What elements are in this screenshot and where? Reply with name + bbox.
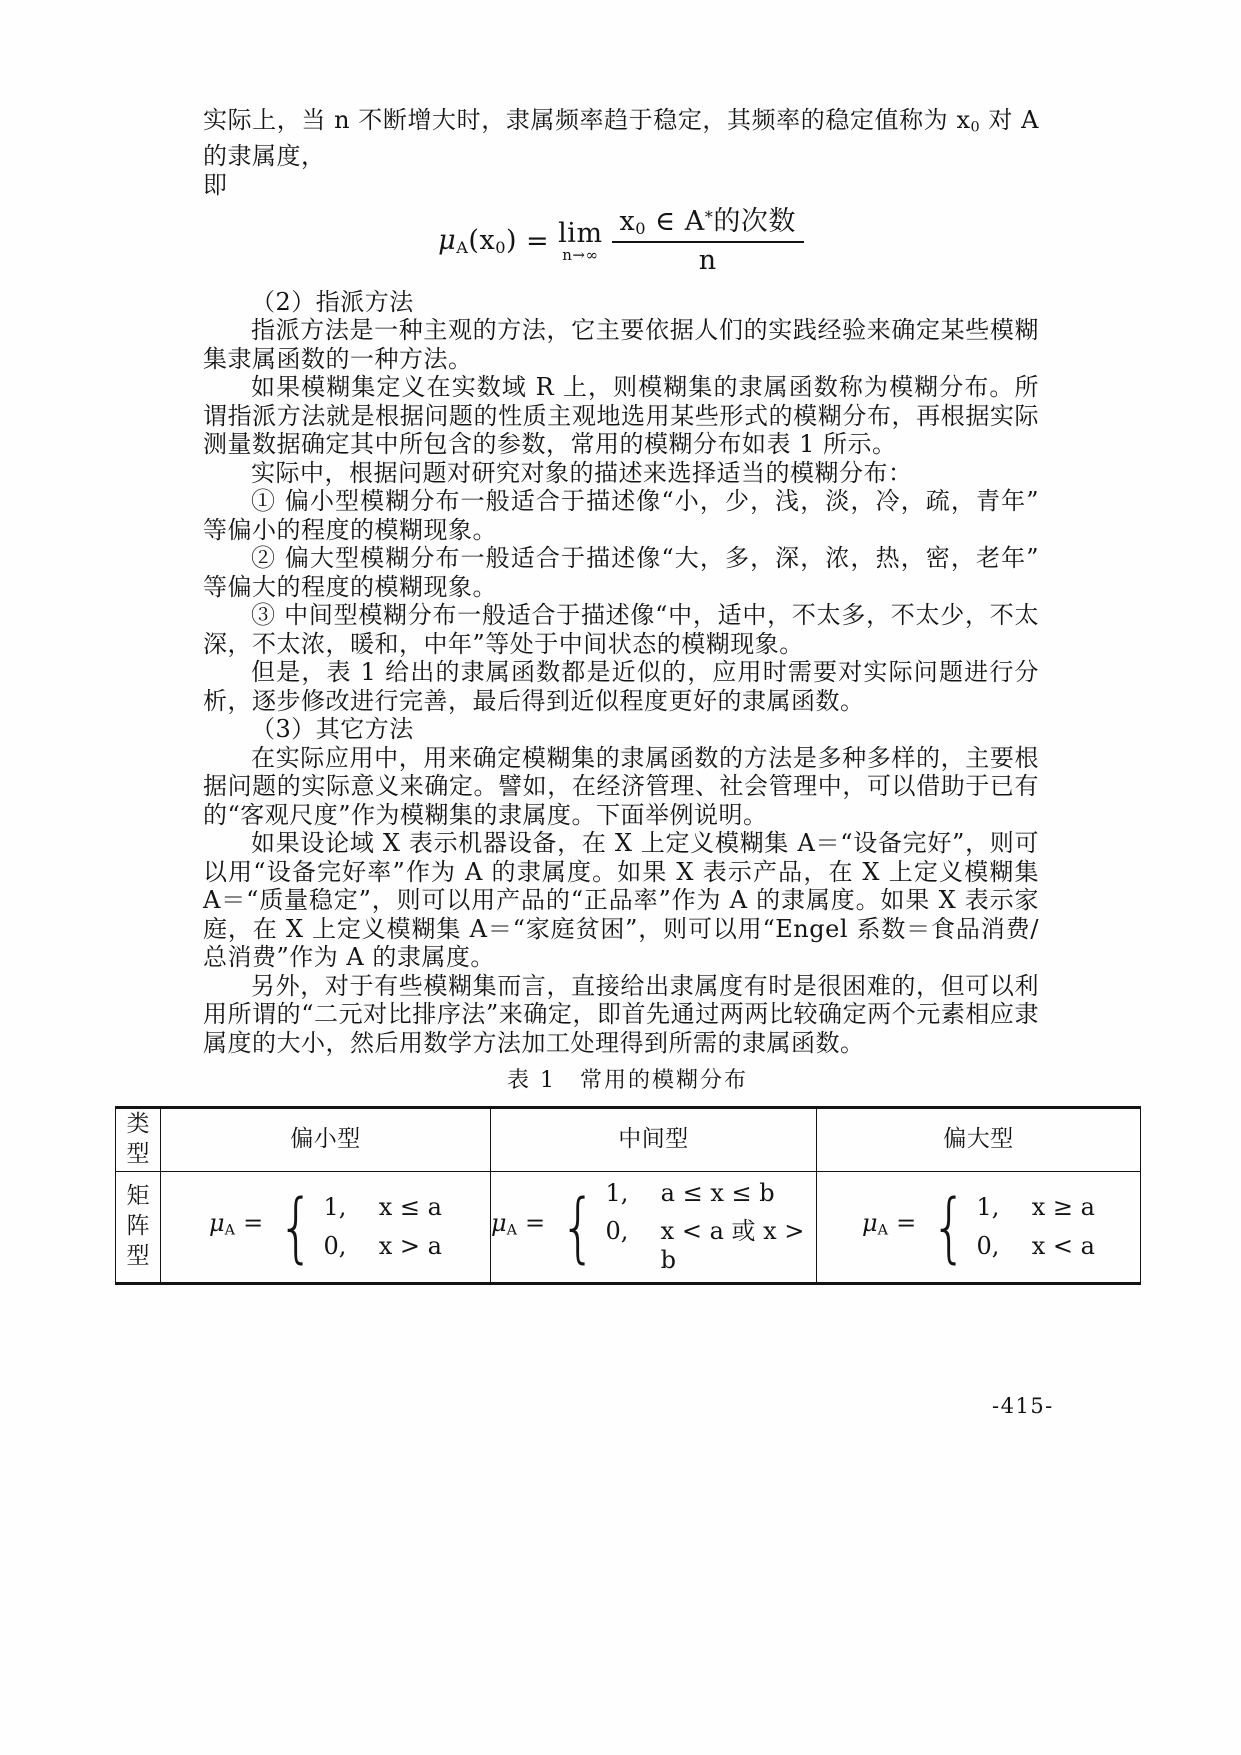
table-title: 表 1 常用的模糊分布 (507, 1068, 748, 1094)
paragraph-item-middle-type: ③ 中间型模糊分布一般适合于描述像“中，适中，不太多，不太少，不太深，不太浓，暖和，中年”等处于中间状态的模糊现象。 (203, 601, 1039, 658)
header-cell-small-type: 偏小型 (161, 1107, 491, 1171)
cell-large-type-formula (817, 1171, 1141, 1283)
table-area (115, 1067, 1140, 1285)
page-number: -415- (992, 1394, 1054, 1418)
paragraph-fuzzy-distribution: 如果模糊集定义在实数域 R 上，则模糊集的隶属函数称为模糊分布。所谓指派方法就是根据问题的性质主观地选用某些形式的模糊分布，再根据实际测量数据确定其中所包含的参数，常用的模糊分布如表 1 所示。 (203, 373, 1039, 459)
paragraph-approximation-note: 但是，表 1 给出的隶属函数都是近似的，应用时需要对实际问题进行分析，逐步修改进行完善，最后得到近似程度更好的隶属函数。 (203, 658, 1039, 715)
paragraph-examples: 如果设论域 X 表示机器设备，在 X 上定义模糊集 A＝“设备完好”，则可以用“设备完好率”作为 A 的隶属度。如果 X 表示产品，在 X 上定义模糊集 A＝“质量稳定”，则可以用产品的“正品率”作为 A 的隶属度。如果 X 表示家庭，在 X 上定义模糊集 A＝“家庭贫困”，则可以用“Engel 系数＝食品消费/总消费”作为 A 的隶属度。 (203, 829, 1039, 972)
row-label-cell: 矩阵型 (116, 1171, 161, 1283)
paragraph-pairwise-comparison: 另外，对于有些模糊集而言，直接给出隶属度有时是很困难的，但可以利用所谓的“二元对比排序法”来确定，即首先通过两两比较确定两个元素相应隶属度的大小，然后用数学方法加工处理得到所需的隶属函数。 (203, 971, 1039, 1057)
paragraph-choose-distribution: 实际中，根据问题对研究对象的描述来选择适当的模糊分布： (251, 458, 913, 487)
header-cell-large-type: 偏大型 (817, 1107, 1141, 1171)
paragraph-list-top (203, 106, 1039, 199)
formula-lhs: $\mu_A(x_0)$ (438, 224, 518, 257)
left-brace (272, 1191, 320, 1263)
paragraph-list-main (203, 288, 1039, 1058)
paragraph-membership-frequency: 实际上，当 n 不断增大时，隶属频率趋于稳定，其频率的稳定值称为 $x_0$ 对 A 的隶属度， (203, 106, 1039, 171)
table-header-row (116, 1107, 1141, 1171)
paragraph-other-methods-intro: 在实际应用中，用来确定模糊集的隶属函数的方法是多种多样的，主要根据问题的实际意义来确定。譬如，在经济管理、社会管理中，可以借助于已有的“客观尺度”作为模糊集的隶属度。下面举例说明。 (203, 743, 1039, 829)
piecewise-formula-large: $\mu_A$ = { 1, x ≥ a 0, x < a (862, 1191, 1095, 1263)
text-column (126, 106, 1095, 1285)
header-cell-middle-type: 中间型 (491, 1107, 817, 1171)
left-brace (925, 1191, 973, 1263)
paragraph-item-large-type: ② 偏大型模糊分布一般适合于描述像“大，多，深，浓，热，密，老年”等偏大的程度的模糊现象。 (203, 544, 1039, 601)
table-row-matrix-type (116, 1171, 1141, 1283)
formula-equals: = (526, 225, 550, 257)
fuzzy-distribution-table (115, 1106, 1141, 1285)
left-brace (554, 1191, 602, 1263)
paragraph-ji: 即 (203, 170, 228, 199)
paragraph-item-small-type: ① 偏小型模糊分布一般适合于描述像“小，少，浅，淡，冷，疏，青年”等偏小的程度的模糊现象。 (203, 487, 1039, 544)
paragraph-assignment-intro: 指派方法是一种主观的方法，它主要依据人们的实践经验来确定某些模糊集隶属函数的一种方法。 (203, 316, 1039, 373)
header-cell-type: 类型 (116, 1107, 161, 1171)
fraction-denominator: n (698, 244, 717, 276)
piecewise-formula-middle: $\mu_A$ = { 1, a ≤ x ≤ b 0, x < a 或 x > b (491, 1179, 816, 1275)
cell-middle-type-formula (491, 1171, 817, 1283)
fraction-numerator: $x_0$ ∈ A*的次数 (612, 207, 804, 243)
cell-small-type-formula (161, 1171, 491, 1283)
heading-assignment-method: （2）指派方法 (251, 287, 414, 316)
heading-other-methods: （3）其它方法 (251, 715, 414, 744)
membership-degree-formula (203, 207, 1039, 276)
fraction (612, 207, 804, 276)
limit-operator: lim n→∞ (558, 218, 603, 264)
piecewise-formula-small: $\mu_A$ = { 1, x ≤ a 0, x > a (209, 1191, 442, 1263)
